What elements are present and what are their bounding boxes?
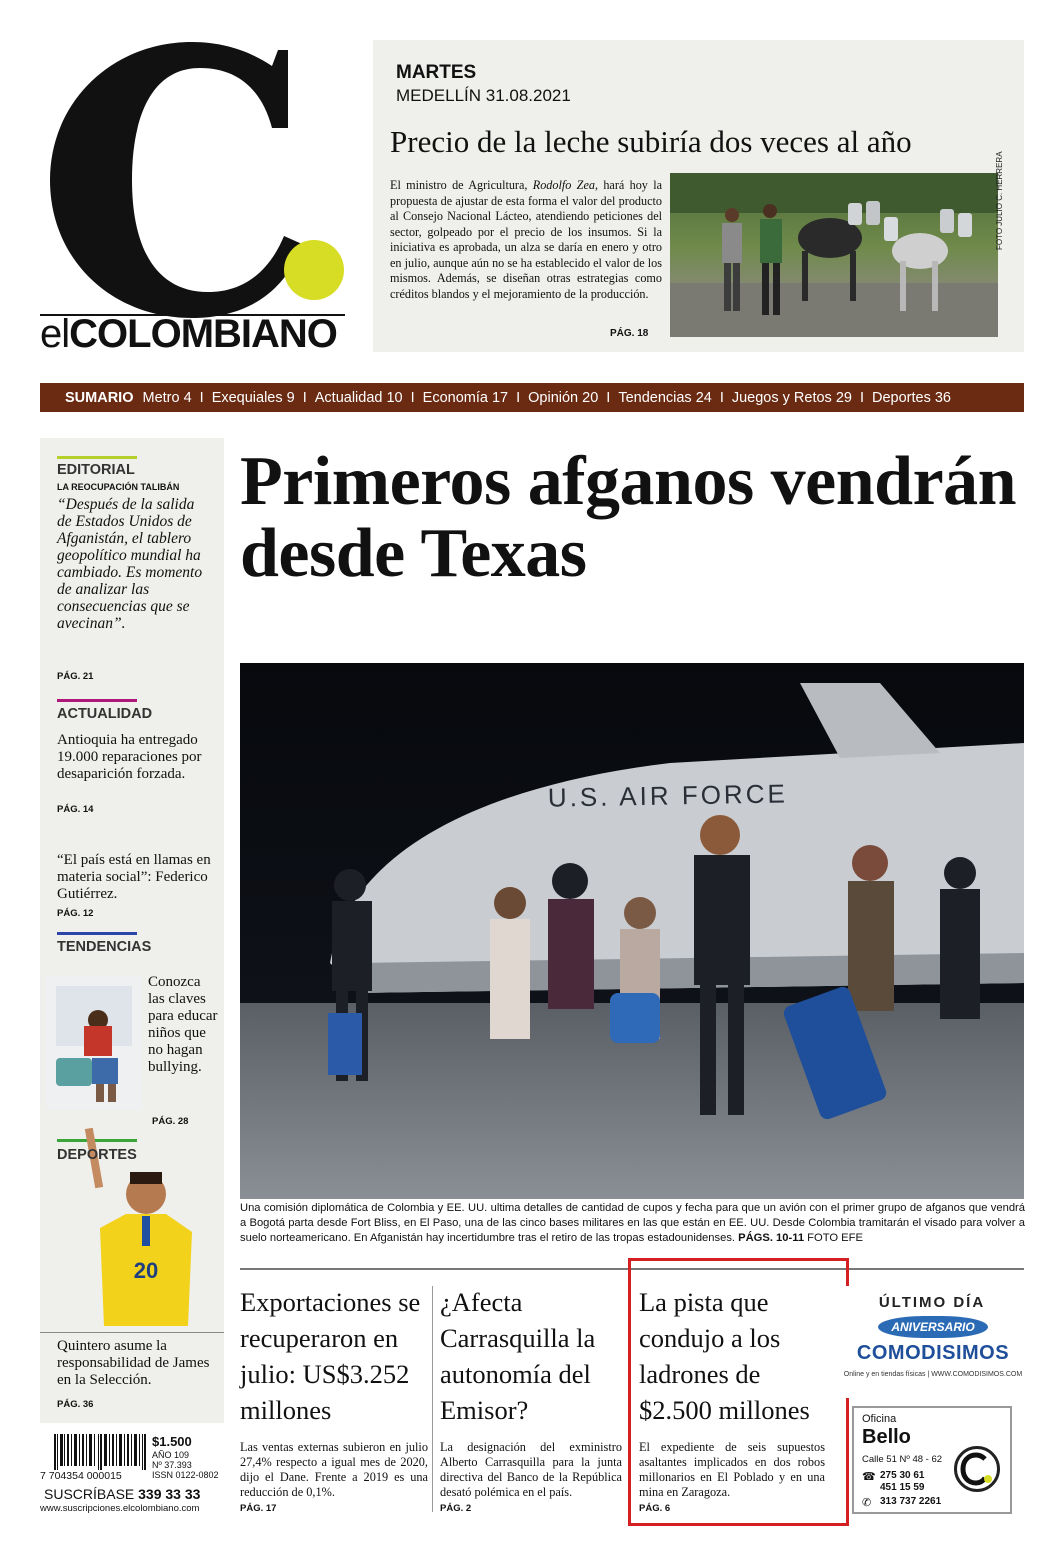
subscribe-label: SUSCRÍBASE xyxy=(44,1486,135,1502)
brand-el: el xyxy=(40,312,70,356)
oficina-whatsapp[interactable]: 313 737 2261 xyxy=(880,1496,942,1507)
column-separator xyxy=(432,1286,433,1512)
deportes-page[interactable]: PÁG. 36 xyxy=(57,1399,94,1410)
c-logo-icon xyxy=(957,1449,997,1489)
sumario-separator: I xyxy=(302,389,307,406)
story-carrasquilla-title[interactable]: ¿Afecta Carrasquilla la autonomía del Emisor? xyxy=(440,1287,596,1425)
deportes-text[interactable]: Quintero asume la responsabilidad de James en la Selección. xyxy=(57,1338,210,1388)
oficina-logo-icon xyxy=(954,1446,1000,1492)
actualidad-text-2[interactable]: “El país está en llamas en materia social”: Federico Gutiérrez. xyxy=(57,852,211,902)
caption-credit: FOTO EFE xyxy=(807,1232,863,1244)
pub-year: AÑO 109 xyxy=(152,1450,190,1460)
sumario-separator: I xyxy=(516,389,521,406)
highlight-box xyxy=(628,1258,849,1526)
barcode-number: 7 704354 000015 xyxy=(40,1470,122,1482)
editorial-rule xyxy=(57,456,137,459)
main-headline[interactable]: Primeros afganos vendrán desde Texas xyxy=(240,443,1017,592)
ad-brand: COMODISIMOS xyxy=(856,1342,1010,1364)
sumario-separator: I xyxy=(606,389,611,406)
story-pista-page[interactable]: PÁG. 6 xyxy=(639,1503,671,1514)
story-carrasquilla-body: La designación del exministro Alberto Carrasquilla para la junta directiva del Banco de la República desató polémica en el país. xyxy=(440,1440,622,1499)
oficina-phone-1[interactable]: 275 30 61 xyxy=(880,1470,925,1481)
caption-pages[interactable]: PÁGS. 10-11 xyxy=(738,1232,805,1244)
editorial-section-label[interactable]: EDITORIAL xyxy=(57,462,135,478)
logo-c-icon xyxy=(40,30,350,320)
sumario-label: SUMARIO xyxy=(65,389,134,406)
child-sitting-icon xyxy=(46,976,142,1110)
brand-wordmark xyxy=(40,312,337,357)
story-exportaciones-title[interactable]: Exportaciones se recuperaron en julio: US$3.252 millones xyxy=(240,1287,421,1425)
teaser-body-intro: El ministro de Agricultura, xyxy=(390,178,533,192)
sumario-item-juegos[interactable]: Juegos y Retos 29 xyxy=(731,389,852,406)
ad-aniversario: ANIVERSARIO xyxy=(878,1316,988,1338)
actualidad-rule xyxy=(57,699,137,702)
actualidad-page[interactable]: PÁG. 14 xyxy=(57,804,94,815)
sumario-item-economia[interactable]: Economía 17 xyxy=(422,389,509,406)
ad-tagline: Online y en tiendas físicas | WWW.COMODISIMOS.COM xyxy=(843,1371,1023,1378)
sumario-separator: I xyxy=(199,389,204,406)
sumario-separator: I xyxy=(410,389,415,406)
teaser-day: MARTES xyxy=(396,62,477,83)
comodisimos-ad[interactable] xyxy=(840,1286,1024,1398)
farmers-cows-illustration xyxy=(670,173,998,337)
teaser-body-rest: , hará hoy la propuesta de ajustar de esta forma el valor del producto al Consejo Nacional Lácteo, atendiendo peticiones del sector, golpeado por el precio de los insumos. Si la iniciativa es aprobada, un alza se daría en enero y otro en julio, aunque aún no se ha establecido el valor de los mismos. Además, se diseñan otras estrategias como créditos blandos y el mejoramiento de la producción. xyxy=(390,178,662,301)
tendencias-illustration xyxy=(46,976,142,1110)
sumario-separator: I xyxy=(719,389,724,406)
story-exportaciones-body: Las ventas externas subieron en julio 27,4% respecto a igual mes de 2020, dijo el Dane. Frente a 2019 es una reducción de 0,1%. xyxy=(240,1440,428,1499)
sumario-item-opinion[interactable]: Opinión 20 xyxy=(528,389,599,406)
sumario-item-deportes[interactable]: Deportes 36 xyxy=(872,389,951,406)
oficina-city: Bello xyxy=(862,1426,911,1448)
oficina-label: Oficina xyxy=(862,1413,897,1425)
teaser-body-name: Rodolfo Zea xyxy=(532,178,595,192)
tendencias-text[interactable]: Conozca las claves para educar niños que no hagan bullying. xyxy=(148,974,218,1075)
sumario-item-actualidad[interactable]: Actualidad 10 xyxy=(314,389,403,406)
actualidad-section-label[interactable]: ACTUALIDAD xyxy=(57,706,153,722)
left-column xyxy=(40,438,224,1423)
pub-number: Nº 37.393 xyxy=(152,1460,192,1470)
sumario-item-tendencias[interactable]: Tendencias 24 xyxy=(618,389,712,406)
teaser-title[interactable]: Precio de la leche subiría dos veces al año xyxy=(390,124,912,159)
actualidad-text[interactable]: Antioquia ha entregado 19.000 reparaciones por desaparición forzada. xyxy=(57,732,202,782)
airplane-evacuees-illustration xyxy=(240,663,1024,1199)
teaser-body xyxy=(390,178,662,302)
price: $1.500 xyxy=(152,1434,192,1449)
sumario-bar xyxy=(40,383,1024,412)
editorial-kicker: LA REOCUPACIÓN TALIBÁN xyxy=(57,482,180,492)
barcode xyxy=(54,1434,146,1470)
teaser-photo-credit: FOTO JULIO C. HERRERA xyxy=(995,151,1004,250)
pub-issn: ISSN 0122-0802 xyxy=(152,1470,219,1480)
story-pista-body: El expediente de seis supuestos asaltantes implicados en dos robos millonarios en El Poblado y en una mina en Zaragoza. xyxy=(639,1440,825,1499)
svg-text:20: 20 xyxy=(133,1258,159,1283)
tendencias-rule xyxy=(57,932,137,935)
teaser-page[interactable]: PÁG. 18 xyxy=(610,328,649,339)
sumario-item-exequiales[interactable]: Exequiales 9 xyxy=(211,389,295,406)
brand-name: COLOMBIANO xyxy=(69,312,337,356)
tendencias-page[interactable]: PÁG. 28 xyxy=(152,1116,189,1127)
sumario-separator: I xyxy=(859,389,864,406)
ad-ultimo-dia: ÚLTIMO DÍA xyxy=(878,1294,986,1311)
aircraft-label: U.S. AIR FORCE xyxy=(547,778,789,813)
deportes-divider xyxy=(40,1332,224,1333)
whatsapp-icon: ✆ xyxy=(862,1497,872,1509)
deportes-section-label[interactable]: DEPORTES xyxy=(57,1147,137,1163)
masthead-logo xyxy=(40,30,350,320)
story-exportaciones-page[interactable]: PÁG. 17 xyxy=(240,1503,277,1514)
editorial-quote[interactable]: “Después de la salida de Estados Unidos de Afganistán, el tablero geopolítico mundial ha cambiado. Es momento de analizar las consecuencias que se avecinan”. xyxy=(57,496,203,632)
teaser-date: MEDELLÍN 31.08.2021 xyxy=(396,86,571,105)
subscribe-line[interactable] xyxy=(44,1486,200,1502)
editorial-page[interactable]: PÁG. 21 xyxy=(57,671,94,682)
main-photo-caption xyxy=(240,1201,1025,1246)
tendencias-section-label[interactable]: TENDENCIAS xyxy=(57,939,152,955)
main-photo xyxy=(240,663,1024,1199)
subscribe-phone[interactable]: 339 33 33 xyxy=(138,1486,201,1502)
barcode-icon xyxy=(54,1434,146,1470)
oficina-box xyxy=(852,1406,1012,1514)
oficina-phone-2[interactable]: 451 15 59 xyxy=(880,1482,925,1493)
teaser-photo xyxy=(670,173,998,337)
oficina-address: Calle 51 Nº 48 - 62 xyxy=(862,1454,943,1465)
story-carrasquilla-page[interactable]: PÁG. 2 xyxy=(440,1503,472,1514)
sumario-item-metro[interactable]: Metro 4 xyxy=(142,389,192,406)
caption-text: Una comisión diplomática de Colombia y EE. UU. ultima detalles de cantidad de cupos y fecha para que un avión con el primer grupo de afganos que vendrá a Bogotá parta desde Fort Bliss, en El Paso, una de las cinco bases militares en las que están en EE. UU. Desde Colombia tramitarán el visado para volver a suelo norteamericano. En Afganistán hay incertidumbre tras el retiro de las tropas estadounidenses. xyxy=(240,1202,1025,1244)
teaser-box[interactable] xyxy=(373,40,1024,352)
phone-icon: ☎ xyxy=(862,1471,876,1483)
actualidad-page-2[interactable]: PÁG. 12 xyxy=(57,908,94,919)
story-pista-title[interactable]: La pista que condujo a los ladrones de $2.500 millones xyxy=(639,1287,810,1425)
subscribe-website[interactable]: www.suscripciones.elcolombiano.com xyxy=(40,1503,200,1514)
